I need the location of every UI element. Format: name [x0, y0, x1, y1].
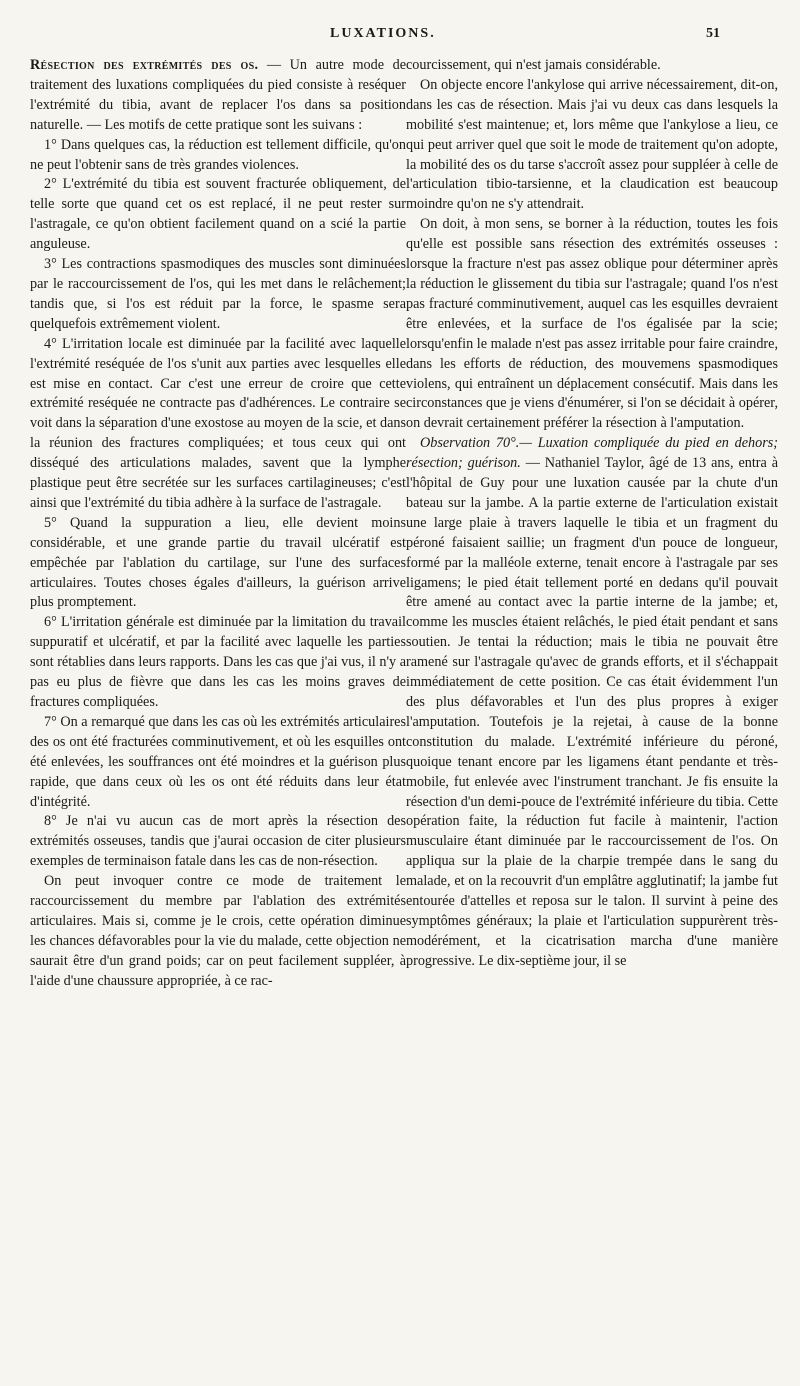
paragraph: On peut invoquer contre ce mode de traitement le raccourcissement du membre par l'ablation des extrémités articulaires. Mais si, comme je le crois, cette opération diminue les chances défavorables pour la vie du malade, cette objection ne saurait être d'un grand poids; car on peut facilement suppléer, à l'aide d'une chaussure appropriée, à ce rac-: [30, 873, 406, 989]
paragraph: courcissement, qui n'est jamais considérable.: [406, 57, 661, 73]
observation-heading: Observation 70°.— Luxation compliquée du pied en dehors; résection; guérison.: [406, 435, 778, 472]
paragraph: 5° Quand la suppuration a lieu, elle devient moins considérable, et une grande partie du travail ulcératif est empêchée par l'ablation du cartilage, sur l'une des surfaces articulaires. Toutes choses égales d'ailleurs, la guérison arrive plus promptement.: [30, 514, 406, 611]
running-head: [0, 26, 800, 50]
paragraph: [406, 434, 778, 971]
paragraph: On objecte encore l'ankylose qui arrive nécessairement, dit-on, dans les cas de résection. Mais j'ai vu deux cas dans lesquels la mobilité s'est maintenue; et, lors même que l'ankylose a lieu, ce qui peut arriver quel que soit le mode de traitement qu'on adopte, la mobilité des os du tarse s'accroît assez pour suppléer à celle de l'articulation tibio-tarsienne, et la claudication est beaucoup moindre qu'on ne s'y attendrait.: [406, 76, 778, 213]
paragraph: 8° Je n'ai vu aucun cas de mort après la résection des extrémités osseuses, tandis que j'aurai occasion de citer plusieurs exemples de terminaison fatale dans les cas de non-résection.: [30, 813, 406, 870]
paragraph-text: — Nathaniel Taylor, âgé de 13 ans, entra à l'hôpital de Guy pour une luxation causée par la chute d'un bateau sur la jambe. A la partie externe de l'articulation existait une large plaie à travers laquelle le tibia et un fragment du péroné faisaient saillie; un fragment d'un pouce de longueur, formé par la malléole externe, tenait encore à l'astragale par ses ligamens; le pied était tellement porté en dedans qu'il pouvait être amené au contact avec la partie interne de la jambe; et, comme les muscles étaient relâchés, le pied était pendant et sans soutien. Je tentai la réduction; mais le tibia ne pouvait être ramené sur l'astragale qu'avec de grands efforts, et il s'échappait immédiatement de cette position. Ce cas était évidemment l'un des plus défavorables et l'un des plus propres à exiger l'amputation. Toutefois je la rejetai, à cause de la bonne constitution du malade. L'extrémité inférieure du péroné, quoique tenant encore par les ligamens étant pendante et très-mobile, fut enlevée avec l'instrument tranchant. Je fis ensuite la résection d'un demi-pouce de l'extrémité inférieure du tibia. Cette opération faite, la réduction fut facile à maintenir, l'action musculaire étant diminuée par le raccourcissement de l'os. On appliqua sur la plaie de la charpie trempée dans le sang du malade, et on la recouvrit d'un emplâtre agglutinatif; la jambe fut entourée d'attelles et reposa sur le talon. Il survint à peine des symptômes généraux; la plaie et l'articulation suppurèrent très-modérément, et la cicatrisation marcha d'une manière progressive. Le dix-septième jour, il se: [406, 455, 778, 969]
paragraph: 7° On a remarqué que dans les cas où les extrémités articulaires des os ont été fracturées comminutivement, et où les esquilles ont été enlevées, les souffrances ont été moindres et la guérison plus rapide, que dans ceux où les os ont été réduits dans leur état d'intégrité.: [30, 713, 406, 810]
paragraph: 2° L'extrémité du tibia est souvent fracturée obliquement, de telle sorte que quand cet os est replacé, il ne peut rester sur l'astragale, ce qu'on obtient facilement quand on a scié la partie anguleuse.: [30, 176, 406, 253]
paragraph: 1° Dans quelques cas, la réduction est tellement difficile, qu'on ne peut l'obtenir sans de très grandes violences.: [30, 136, 406, 173]
paragraph: 6° L'irritation générale est diminuée par la limitation du travail suppuratif et ulcératif, et par la facilité avec laquelle les parties sont rétablies dans leurs rapports. Dans les cas que j'ai vus, il n'y a pas eu plus de fièvre que dans les cas les moins graves de fractures compliquées.: [30, 614, 406, 710]
section-heading: Résection des extrémités des os.: [30, 57, 259, 73]
paragraph-text: — Un autre mode de traitement des luxations compliquées du pied consiste à reséquer l'extrémité du tibia, avant de replacer l'os dans sa position naturelle. — Les motifs de cette pratique sont les suivans :: [30, 57, 407, 133]
paragraph: 3° Les contractions spasmodiques des muscles sont diminuées par le raccourcissement de l'os, qui les met dans le relâchement; tandis que, si l'os est réduit par la force, le spasme sera quelquefois extrêmement violent.: [30, 256, 406, 332]
paragraph: [30, 56, 406, 136]
paragraph: 4° L'irritation locale est diminuée par la facilité avec laquelle l'extrémité reséquée de l'os s'unit aux parties avec lesquelles elle est mise en contact. Car c'est une erreur de croire que cette extrémité reséquée ne contracte pas d'adhérences. Le contraire se voit dans la séparation d'une exostose au moyen de la scie, et dans la réunion des fractures compliquées; et tous ceux qui ont disséqué des articulations malades, savent que la lymphe plastique peut être secrétée sur les surfaces cartilagineuses; c'est ainsi que l'extrémité du tibia adhère à la surface de l'astragale.: [30, 335, 406, 511]
right-column: [406, 56, 778, 972]
running-title: LUXATIONS.: [330, 26, 436, 41]
paragraph: On doit, à mon sens, se borner à la réduction, toutes les fois qu'elle est possible sans résection des extrémités osseuses : lorsque la fracture n'est pas assez oblique pour déterminer après la réduction le glissement du tibia sur l'astragale; quand l'os n'est pas fracturé comminutivement, auquel cas les esquilles devraient être enlevées, et la surface de l'os égalisée par la scie; lorsqu'enfin le malade n'est pas assez irritable pour faire craindre, dans les efforts de réduction, des mouvemens spasmodiques violens, qui entraînent un déplacement consécutif. Mais dans les circonstances que je viens d'énumérer, si l'on se décidait à opérer, on devrait certainement préférer la résection à l'amputation.: [406, 216, 778, 432]
page-number: 51: [706, 26, 720, 41]
left-column: [30, 56, 406, 992]
